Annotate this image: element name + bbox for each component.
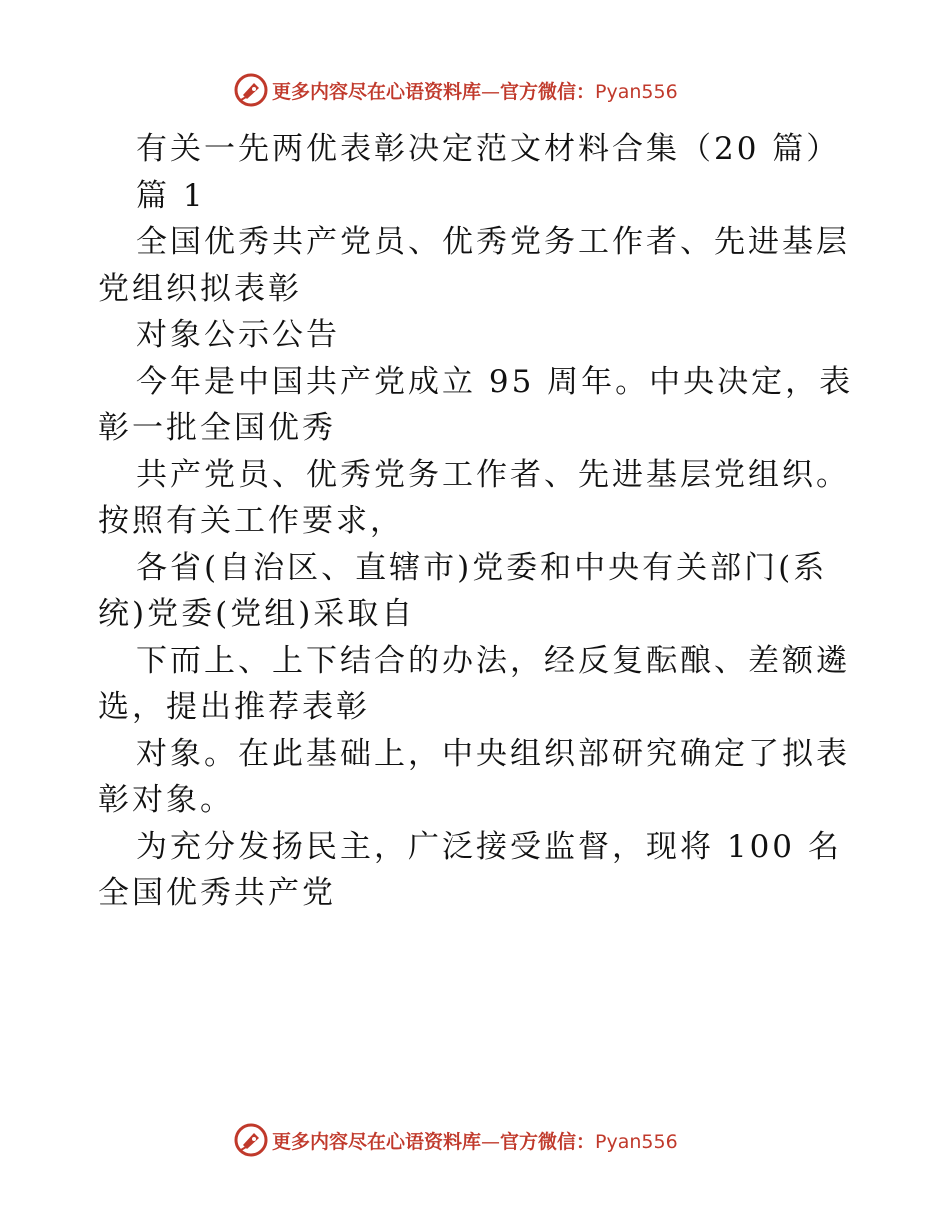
paragraph-line: 党组织拟表彰 (98, 270, 302, 307)
paragraph-line: 对象公示公告 (136, 317, 340, 353)
banner-wechat-label: 官方微信： (500, 80, 596, 103)
section-heading: 篇 1 (136, 177, 206, 214)
paragraph-line: 下而上、上下结合的办法，经反复酝酿、差额遴 (136, 642, 850, 679)
paragraph-line: 彰对象。 (98, 782, 234, 818)
banner-text (272, 1127, 678, 1154)
paragraph-line: 选，提出推荐表彰 (98, 689, 370, 725)
banner-title: 更多内容尽在心语资料库 (272, 1130, 482, 1153)
footer-watermark-banner (234, 1122, 678, 1158)
paragraph-line: 为充分发扬民主，广泛接受监督，现将 100 名 (136, 828, 842, 865)
banner-wechat-id: Pyan556 (595, 1130, 678, 1153)
pen-nib-logo-icon (234, 1123, 268, 1157)
document-title: 有关一先两优表彰决定范文材料合集（20 篇） (136, 131, 841, 167)
paragraph-line: 全国优秀共产党 (98, 875, 336, 911)
banner-wechat-id: Pyan556 (595, 80, 678, 103)
paragraph-line: 彰一批全国优秀 (98, 410, 336, 446)
paragraph-line: 共产党员、优秀党务工作者、先进基层党组织。 (136, 456, 850, 493)
paragraph-line: 统)党委(党组)采取自 (98, 596, 416, 632)
paragraph-line: 各省(自治区、直辖市)党委和中央有关部门(系 (136, 549, 828, 586)
pen-nib-logo-icon (234, 73, 268, 107)
paragraph-line: 对象。在此基础上，中央组织部研究确定了拟表 (136, 735, 850, 772)
document-body (98, 126, 858, 917)
paragraph-line: 今年是中国共产党成立 95 周年。中央决定，表 (136, 363, 854, 400)
banner-text (272, 77, 678, 104)
paragraph-line: 全国优秀共产党员、优秀党务工作者、先进基层 (136, 224, 850, 260)
banner-separator: — (481, 1130, 501, 1153)
header-watermark-banner (234, 72, 678, 108)
banner-title: 更多内容尽在心语资料库 (272, 80, 482, 103)
paragraph-line: 按照有关工作要求， (98, 503, 404, 539)
banner-wechat-label: 官方微信： (500, 1130, 596, 1153)
banner-separator: — (481, 80, 501, 103)
